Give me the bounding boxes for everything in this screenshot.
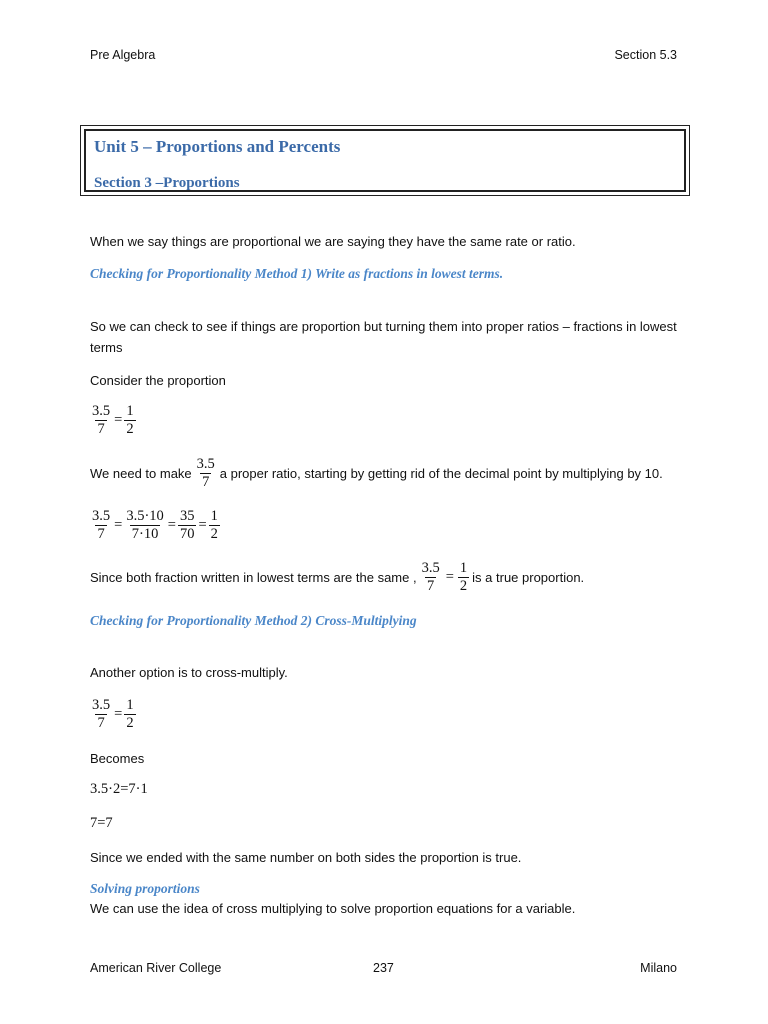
- method1-text-line1: So we can check to see if things are proportion but turning them into proper ratios – fractions in lowest: [90, 319, 677, 334]
- method1-text-line2: terms: [90, 340, 123, 355]
- method1-heading: Checking for Proportionality Method 1) Write as fractions in lowest terms.: [90, 266, 504, 281]
- section-title: Section 3 –Proportions: [94, 175, 240, 191]
- another-option-text: Another option is to cross-multiply.: [90, 665, 288, 680]
- solving-text: We can use the idea of cross multiplying to solve proportion equations for a variable.: [90, 901, 576, 916]
- unit-title: Unit 5 – Proportions and Percents: [94, 137, 341, 156]
- solving-heading: Solving proportions: [90, 881, 200, 896]
- make-proper-ratio-line: We need to make $\frac{3.5}{7}$ a proper ratio, starting by getting rid of the decimal point by multiplying by 10.: [90, 456, 663, 490]
- method2-heading: Checking for Proportionality Method 2) Cross-Multiplying: [90, 613, 417, 628]
- equation-cross-multiply: 3.5·2=7·1: [90, 781, 148, 797]
- header-course: Pre Algebra: [90, 48, 156, 62]
- equation-proportion-1: $\frac{3.5}{7}$ = $\frac{1}{2}$: [92, 403, 134, 437]
- footer-college: American River College: [90, 961, 222, 975]
- since-lowest-terms-line: Since both fraction written in lowest terms are the same , $\frac{3.5}{7}$ = $\frac{1}{2}$ is a true proportion.: [90, 560, 585, 594]
- intro-text: When we say things are proportional we are saying they have the same rate or ratio.: [90, 234, 576, 249]
- footer-author: Milano: [640, 961, 677, 975]
- inline-fraction: $\frac{3.5}{7}$: [196, 456, 215, 490]
- consider-text: Consider the proportion: [90, 373, 226, 388]
- equation-result: 7=7: [90, 815, 113, 831]
- title-box: [80, 125, 690, 196]
- equation-proportion-2: $\frac{3.5}{7}$ = $\frac{1}{2}$: [92, 697, 134, 731]
- footer-page-number: 237: [373, 961, 394, 975]
- becomes-text: Becomes: [90, 751, 145, 766]
- conclusion-text: Since we ended with the same number on both sides the proportion is true.: [90, 850, 522, 865]
- header-section: Section 5.3: [614, 48, 677, 62]
- equation-simplification: $\frac{3.5}{7}$ = $\frac{3.5\cdot 10}{7\cdot 10}$ = $\frac{35}{70}$ = $\frac{1}{2}$: [92, 508, 218, 542]
